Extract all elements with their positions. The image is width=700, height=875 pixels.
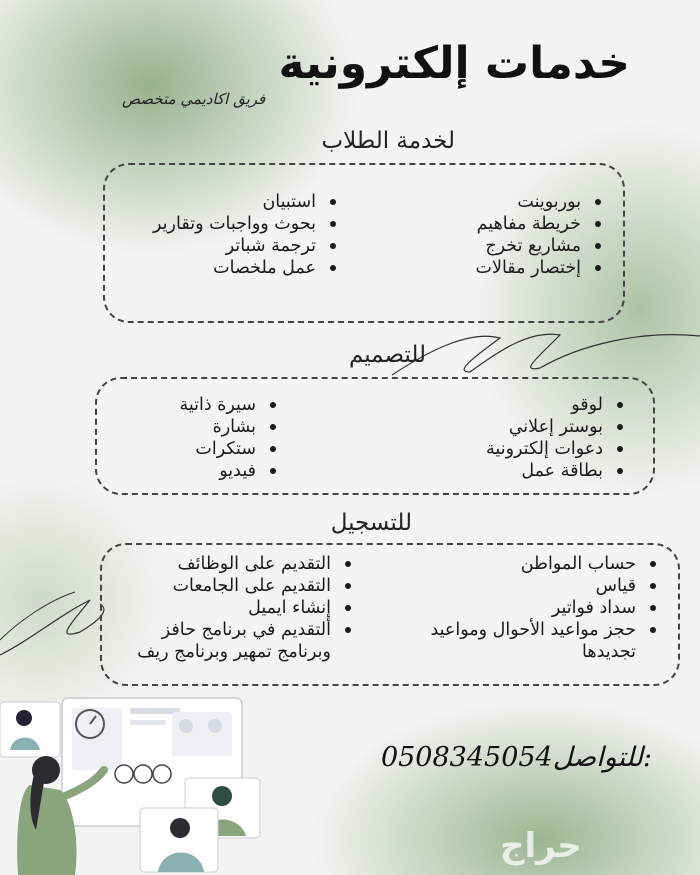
services-list-right: [486, 394, 625, 482]
list-item: استبيان: [153, 191, 338, 213]
services-list-left: [179, 394, 278, 482]
list-item: فيديو: [179, 460, 278, 482]
services-list-right: [476, 191, 604, 279]
list-item: بوربوينت: [476, 191, 604, 213]
list-item: عمل ملخصات: [153, 257, 338, 279]
section-heading-registration: للتسجيل: [330, 510, 412, 536]
watermark-logo: حراج: [500, 826, 582, 866]
list-item: قياس: [398, 575, 658, 597]
list-item: بوستر إعلاني: [486, 416, 625, 438]
list-item: مشاريع تخرج: [476, 235, 604, 257]
list-item: ستكرات: [179, 438, 278, 460]
section-heading-design: للتصميم: [348, 342, 426, 368]
list-item: حجز مواعيد الأحوال ومواعيد تجديدها: [398, 619, 658, 663]
list-item: دعوات إلكترونية: [486, 438, 625, 460]
contact-line: [381, 742, 652, 773]
list-item: بشارة: [179, 416, 278, 438]
list-item: بطاقة عمل: [486, 460, 625, 482]
list-item: ألتقديم في برنامج حافز وبرنامج تمهير وبرنامج ريف: [113, 619, 353, 663]
list-item: سيرة ذاتية: [179, 394, 278, 416]
section-heading-students: لخدمة الطلاب: [321, 128, 455, 154]
services-list-left: [113, 553, 353, 663]
list-item: التقديم على الوظائف: [113, 553, 353, 575]
services-box-design: [95, 377, 655, 495]
services-list-right: [398, 553, 658, 663]
services-box-students: [103, 163, 625, 323]
list-item: إختصار مقالات: [476, 257, 604, 279]
contact-label: للتواصل:: [552, 742, 652, 773]
list-item: التقديم على الجامعات: [113, 575, 353, 597]
services-list-left: [153, 191, 338, 279]
services-box-registration: [100, 543, 680, 686]
list-item: لوقو: [486, 394, 625, 416]
list-item: حساب المواطن: [398, 553, 658, 575]
page-title: خدمات إلكترونية: [278, 38, 630, 89]
contact-phone[interactable]: 0508345054: [380, 742, 553, 773]
subtitle: فريق اكاديمي متخصص: [122, 90, 266, 108]
list-item: إنشاء ايميل: [113, 597, 353, 619]
list-item: سداد فواتير: [398, 597, 658, 619]
list-item: ترجمة شباتر: [153, 235, 338, 257]
video-meeting-illustration: [0, 690, 270, 875]
list-item: بحوث وواجبات وتقارير: [153, 213, 338, 235]
list-item: خريطة مفاهيم: [476, 213, 604, 235]
